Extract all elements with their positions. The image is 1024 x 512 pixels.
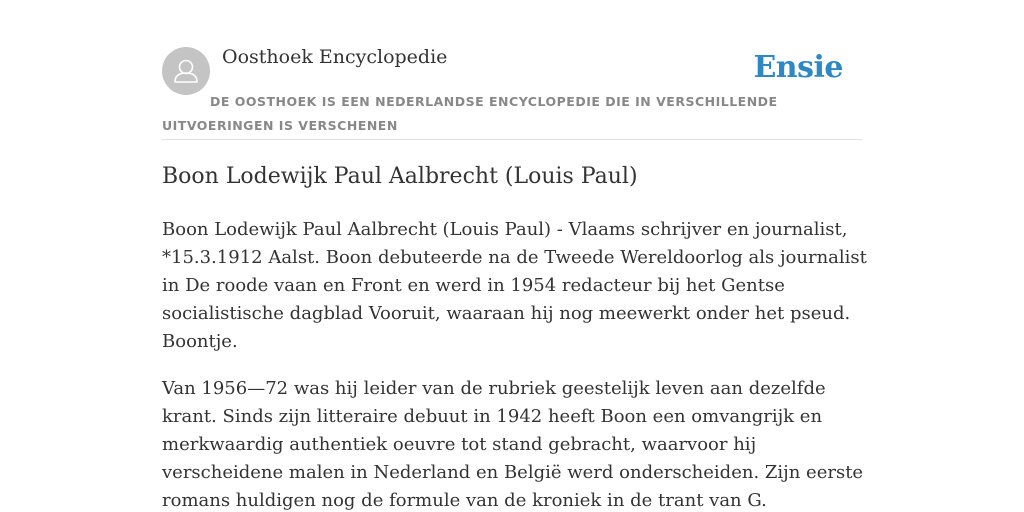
article-paragraph-2: Van 1956—72 was hij leider van de rubriek geestelijk leven aan dezelfde krant. Sinds zijn litteraire debuut in 1942 heeft Boon een omvangrijk en merkwaardig authentiek oeuvre tot stand gebracht, waarvoor hij verscheidene malen in Nederland en België werd onderscheiden. Zijn eerste romans huldigen nog de formule van de kroniek in de trant van G. [162, 378, 864, 511]
article-body [162, 216, 867, 512]
article-paragraph-1: Boon Lodewijk Paul Aalbrecht (Louis Paul) - Vlaams schrijver en journalist, *15.3.1912 Aalst. Boon debuteerde na de Tweede Wereldoorlog als journalist in De roode vaan en Front en werd in 1954 redacteur bij het Gentse socialistische dagblad Vooruit, waaraan hij nog meewerkt onder het pseud. Boontje. [162, 219, 867, 352]
brand-logo[interactable]: Ensie [753, 50, 843, 85]
source-tagline: DE OOSTHOEK IS EEN NEDERLANDSE ENCYCLOPEDIE DIE IN VERSCHILLENDE UITVOERINGEN IS VERSCHENEN [162, 94, 778, 133]
header-divider [162, 139, 862, 140]
article-title: Boon Lodewijk Paul Aalbrecht (Louis Paul) [162, 164, 638, 189]
user-icon [162, 47, 210, 95]
source-name[interactable]: Oosthoek Encyclopedie [222, 46, 448, 68]
source-avatar[interactable] [162, 47, 210, 95]
